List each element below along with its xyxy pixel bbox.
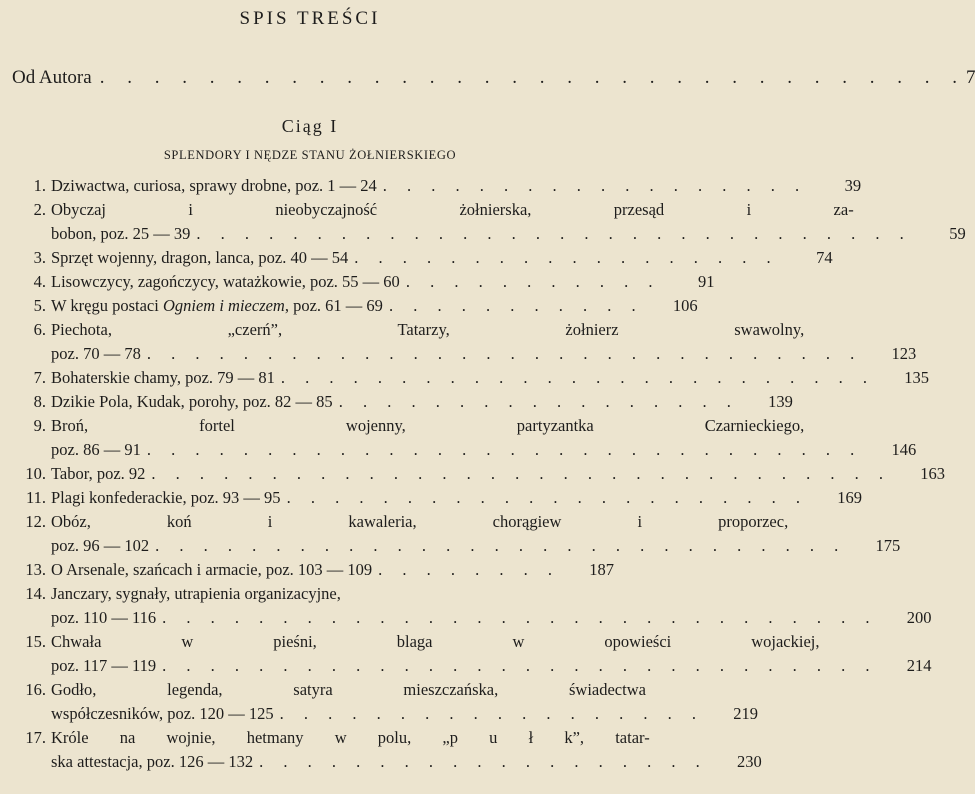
leader-dots: . . . . . . . . . . . . . . . . . . . . . . . . . <box>280 368 876 387</box>
entry-number: 17. <box>25 728 46 747</box>
entry-number: 14. <box>25 584 46 603</box>
toc-entry[interactable] <box>10 174 862 198</box>
entry-text: Dziwactwa, curiosa, sprawy drobne, poz. 1 — 24 <box>51 176 377 195</box>
toc-entry[interactable] <box>10 366 930 390</box>
entry-page: 59 <box>949 224 966 243</box>
entry-text: W kręgu postaci Ogniem i mieczem, poz. 61 — 69 <box>51 296 383 315</box>
leader-dots: . . . . . . . . . . . . . . . . . . . . . . . . . . . . . . . . <box>99 67 966 88</box>
entry-number: 8. <box>33 392 46 411</box>
entry-page: 74 <box>816 248 833 267</box>
leader-dots: . . . . . . . . . . . . . . . . . <box>338 392 739 411</box>
entry-number: 4. <box>33 272 46 291</box>
entry-text: poz. 96 — 102 <box>51 536 150 555</box>
entry-page: 91 <box>697 272 715 291</box>
entry-text: Obóz, koń i kawaleria, chorągiew i proporzec, <box>51 512 789 531</box>
leader-dots: . . . . . . . . . . . . . . . . . . . <box>259 752 708 771</box>
toc-entry[interactable] <box>10 414 917 462</box>
part-heading: Ciąg I <box>281 116 339 136</box>
entry-text: Plagi konfederackie, poz. 93 — 95 <box>51 488 281 507</box>
entry-number: 16. <box>25 680 46 699</box>
leader-dots: . . . . . . . . . . . . . . . . . . . . . . . . . . . . . . <box>196 224 912 243</box>
leader-dots: . . . . . . . . . . . . . . . . . . . . . . . . . . . . . . <box>162 608 878 627</box>
entry-page: 135 <box>904 368 930 387</box>
toc-list <box>10 174 966 774</box>
leader-dots: . . . . . . . . . . . . . . . . . . <box>354 248 779 267</box>
entry-text: poz. 117 — 119 <box>51 656 157 675</box>
leader-dots: . . . . . . . . . . . . . . . . . . . . . . . . . . . . . . <box>146 440 863 459</box>
entry-page: 175 <box>875 536 901 555</box>
entry-text: Piechota, „czerń”, Tatarzy, żołnierz swawolny, <box>51 320 805 339</box>
toc-entry[interactable] <box>10 510 901 558</box>
entry-page: 169 <box>837 488 862 507</box>
toc-entry[interactable] <box>10 630 932 678</box>
part-subtitle: SPLENDORY I NĘDZE STANU ŻOŁNIERSKIEGO <box>163 148 457 162</box>
entry-text: Chwała w pieśni, blaga w opowieści wojackiej, <box>51 632 820 651</box>
toc-entry[interactable] <box>10 582 932 630</box>
entry-number: 9. <box>33 416 46 435</box>
entry-text: poz. 110 — 116 <box>51 608 157 627</box>
entry-text: poz. 86 — 91 <box>51 440 141 459</box>
entry-page: 7 <box>965 67 975 88</box>
page-title: SPIS TREŚCI <box>239 8 381 29</box>
toc-entry[interactable] <box>10 678 758 726</box>
leader-dots: . . . . . . . . . . . . . . . . . . . . . . . . . . . . . <box>155 536 847 555</box>
entry-number: 5. <box>33 296 46 315</box>
toc-entry-author[interactable] <box>12 66 975 90</box>
entry-number: 6. <box>33 320 46 339</box>
entry-text: O Arsenale, szańcach i armacie, poz. 103 — 109 <box>51 560 373 579</box>
entry-page: 146 <box>891 440 917 459</box>
leader-dots: . . . . . . . . . . . . . . . . . . . . . . . . . . . . . . . <box>151 464 892 483</box>
toc-entry[interactable] <box>10 318 917 366</box>
entry-text: bobon, poz. 25 — 39 <box>51 224 191 243</box>
entry-number: 15. <box>25 632 46 651</box>
entry-text: Króle na wojnie, hetmany w polu, „p u ł k”, tatar- <box>51 728 650 747</box>
leader-dots: . . . . . . . . . . . . . . . . . . . . . . . . . . . . . . <box>162 656 878 675</box>
entry-page: 123 <box>891 344 917 363</box>
entry-page: 219 <box>733 704 758 723</box>
entry-number: 13. <box>25 560 46 579</box>
entry-page: 39 <box>844 176 862 195</box>
toc-entry[interactable] <box>10 558 615 582</box>
entry-text: poz. 70 — 78 <box>51 344 141 363</box>
entry-text: Obyczaj i nieobyczajność żołnierska, przesąd i za- <box>51 200 854 219</box>
entry-page: 106 <box>672 296 698 315</box>
entry-number: 2. <box>33 200 46 219</box>
toc-entry[interactable] <box>10 462 946 486</box>
entry-text: Dzikie Pola, Kudak, porohy, poz. 82 — 85 <box>51 392 333 411</box>
entry-page: 230 <box>736 752 762 771</box>
entry-page: 163 <box>920 464 946 483</box>
toc-entry[interactable] <box>10 486 862 510</box>
entry-text: Lisowczycy, zagończycy, watażkowie, poz. 55 — 60 <box>51 272 400 291</box>
toc-entry[interactable] <box>10 726 762 774</box>
leader-dots: . . . . . . . . . . . . . . . . . . <box>382 176 808 195</box>
leader-dots: . . . . . . . . . . . . . . . . . . <box>279 704 704 723</box>
leader-dots: . . . . . . . . <box>378 560 561 579</box>
entry-text: Broń, fortel wojenny, partyzantka Czarnieckiego, <box>51 416 805 435</box>
entry-number: 3. <box>33 248 46 267</box>
entry-text: Tabor, poz. 92 <box>51 464 146 483</box>
leader-dots: . . . . . . . . . . . <box>405 272 661 291</box>
toc-entry[interactable] <box>10 294 698 318</box>
entry-text: współczesników, poz. 120 — 125 <box>51 704 274 723</box>
leader-dots: . . . . . . . . . . . <box>388 296 644 315</box>
leader-dots: . . . . . . . . . . . . . . . . . . . . . . . . . . . . . . <box>146 344 863 363</box>
entry-page: 139 <box>768 392 793 411</box>
entry-number: 11. <box>25 488 46 507</box>
entry-text: ska attestacja, poz. 126 — 132 <box>51 752 254 771</box>
toc-entry[interactable] <box>10 246 833 270</box>
entry-text: Godło, legenda, satyra mieszczańska, świadectwa <box>51 680 646 699</box>
entry-text: Bohaterskie chamy, poz. 79 — 81 <box>51 368 275 387</box>
entry-text: Janczary, sygnały, utrapienia organizacyjne, <box>51 584 341 603</box>
toc-entry[interactable] <box>10 390 793 414</box>
entry-page: 200 <box>906 608 932 627</box>
entry-text: Sprzęt wojenny, dragon, lanca, poz. 40 — 54 <box>51 248 349 267</box>
leader-dots: . . . . . . . . . . . . . . . . . . . . . . <box>286 488 808 507</box>
entry-number: 12. <box>25 512 46 531</box>
entry-page: 187 <box>589 560 615 579</box>
entry-number: 1. <box>33 176 46 195</box>
toc-entry[interactable] <box>10 270 715 294</box>
entry-text: Od Autora <box>12 67 92 88</box>
entry-page: 214 <box>906 656 932 675</box>
toc-entry[interactable] <box>10 198 966 246</box>
entry-number: 10. <box>25 464 46 483</box>
entry-number: 7. <box>33 368 46 387</box>
